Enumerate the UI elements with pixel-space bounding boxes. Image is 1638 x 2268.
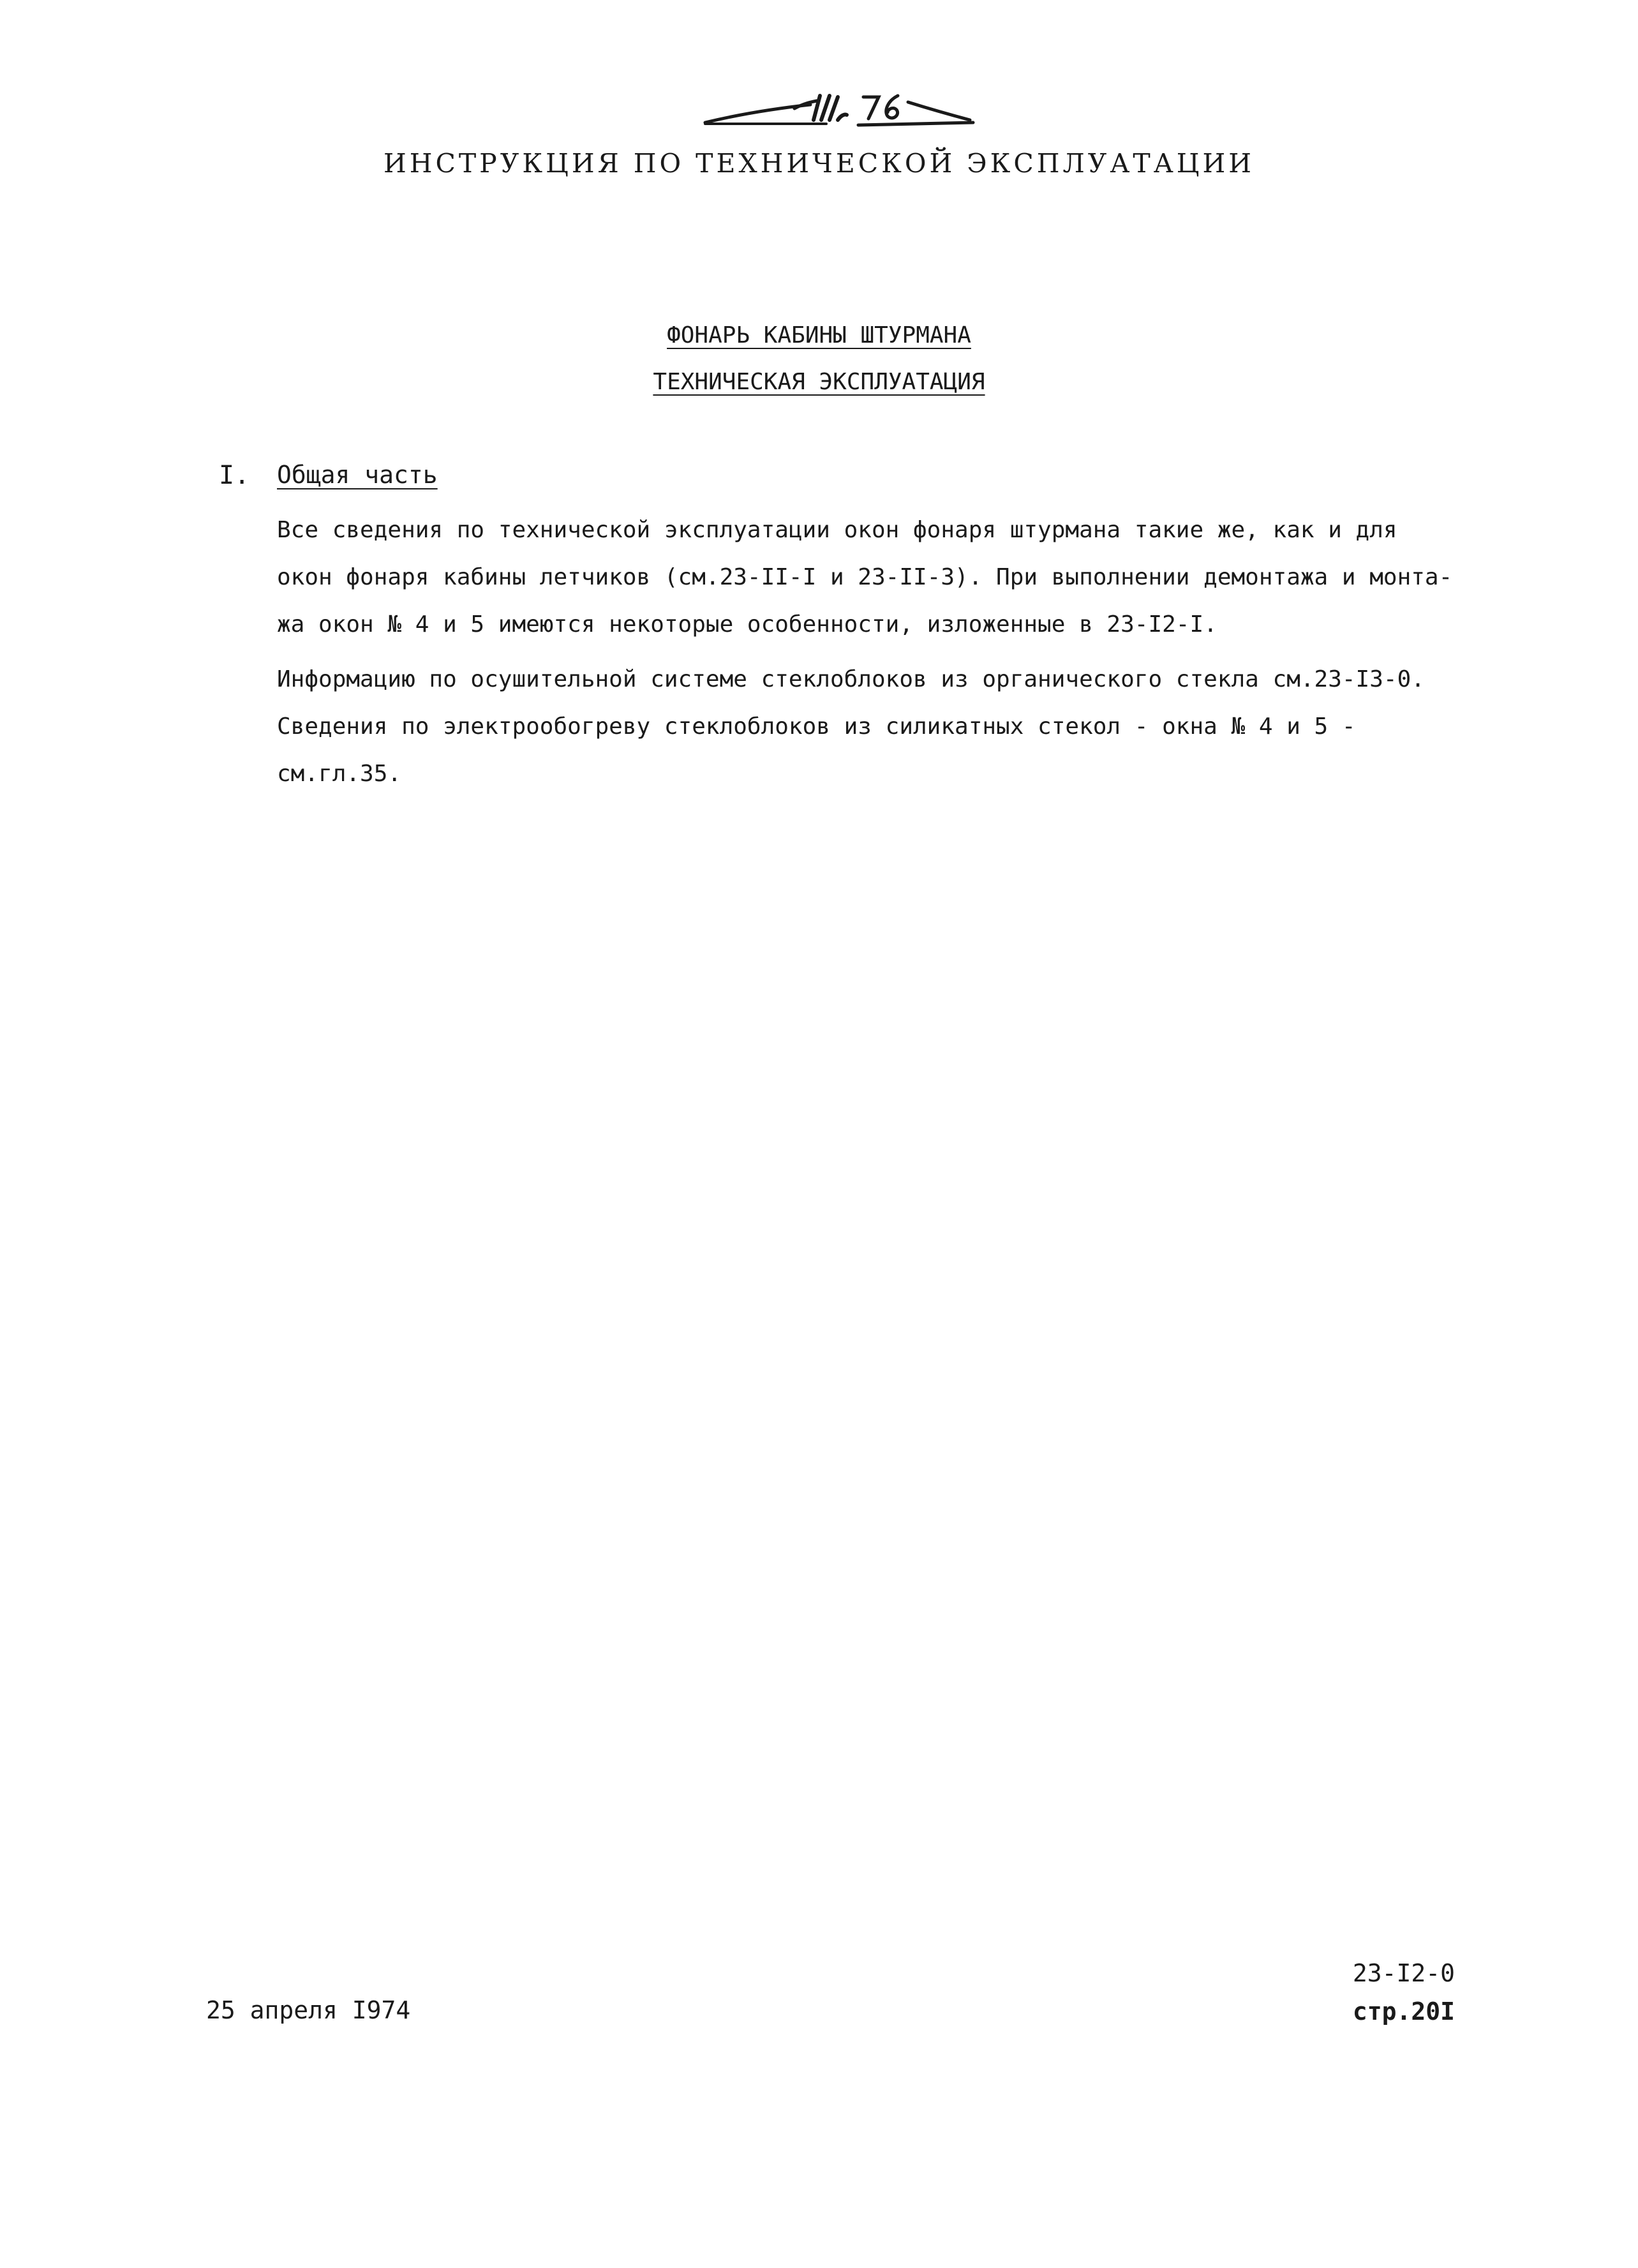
- paragraph-line: Информацию по осушительной системе стеклоблоков из органического стекла см.23-I3-0.: [277, 666, 1425, 692]
- document-title-line2: [0, 369, 1638, 395]
- document-title-line2-text: ТЕХНИЧЕСКАЯ ЭКСПЛУАТАЦИЯ: [653, 369, 985, 395]
- section-number: I.: [219, 461, 250, 490]
- paragraph-line: окон фонаря кабины летчиков (см.23-II-I и 23-II-3). При выполнении демонтажа и монта-: [277, 564, 1453, 590]
- footer-date: 25 апреля I974: [206, 1996, 411, 2024]
- document-title-line1-text: ФОНАРЬ КАБИНЫ ШТУРМАНА: [667, 322, 971, 348]
- paragraph-line: Сведения по электрообогреву стеклоблоков из силикатных стекол - окна № 4 и 5 -: [277, 713, 1356, 740]
- paragraph-line: см.гл.35.: [277, 761, 402, 787]
- footer-page-number: стр.20I: [1352, 1997, 1455, 2026]
- section-heading: Общая часть: [277, 461, 438, 489]
- footer-document-code: 23-I2-0: [1352, 1959, 1455, 1987]
- paragraph-line: Все сведения по технической эксплуатации окон фонаря штурмана такие же, как и для: [277, 517, 1397, 543]
- paragraph-line: жа окон № 4 и 5 имеются некоторые особенности, изложенные в 23-I2-I.: [277, 611, 1217, 638]
- header-title: ИНСТРУКЦИЯ ПО ТЕХНИЧЕСКОЙ ЭКСПЛУАТАЦИИ: [383, 148, 1255, 179]
- document-title-line1: [0, 322, 1638, 348]
- handwritten-stamp-mark: [699, 83, 979, 134]
